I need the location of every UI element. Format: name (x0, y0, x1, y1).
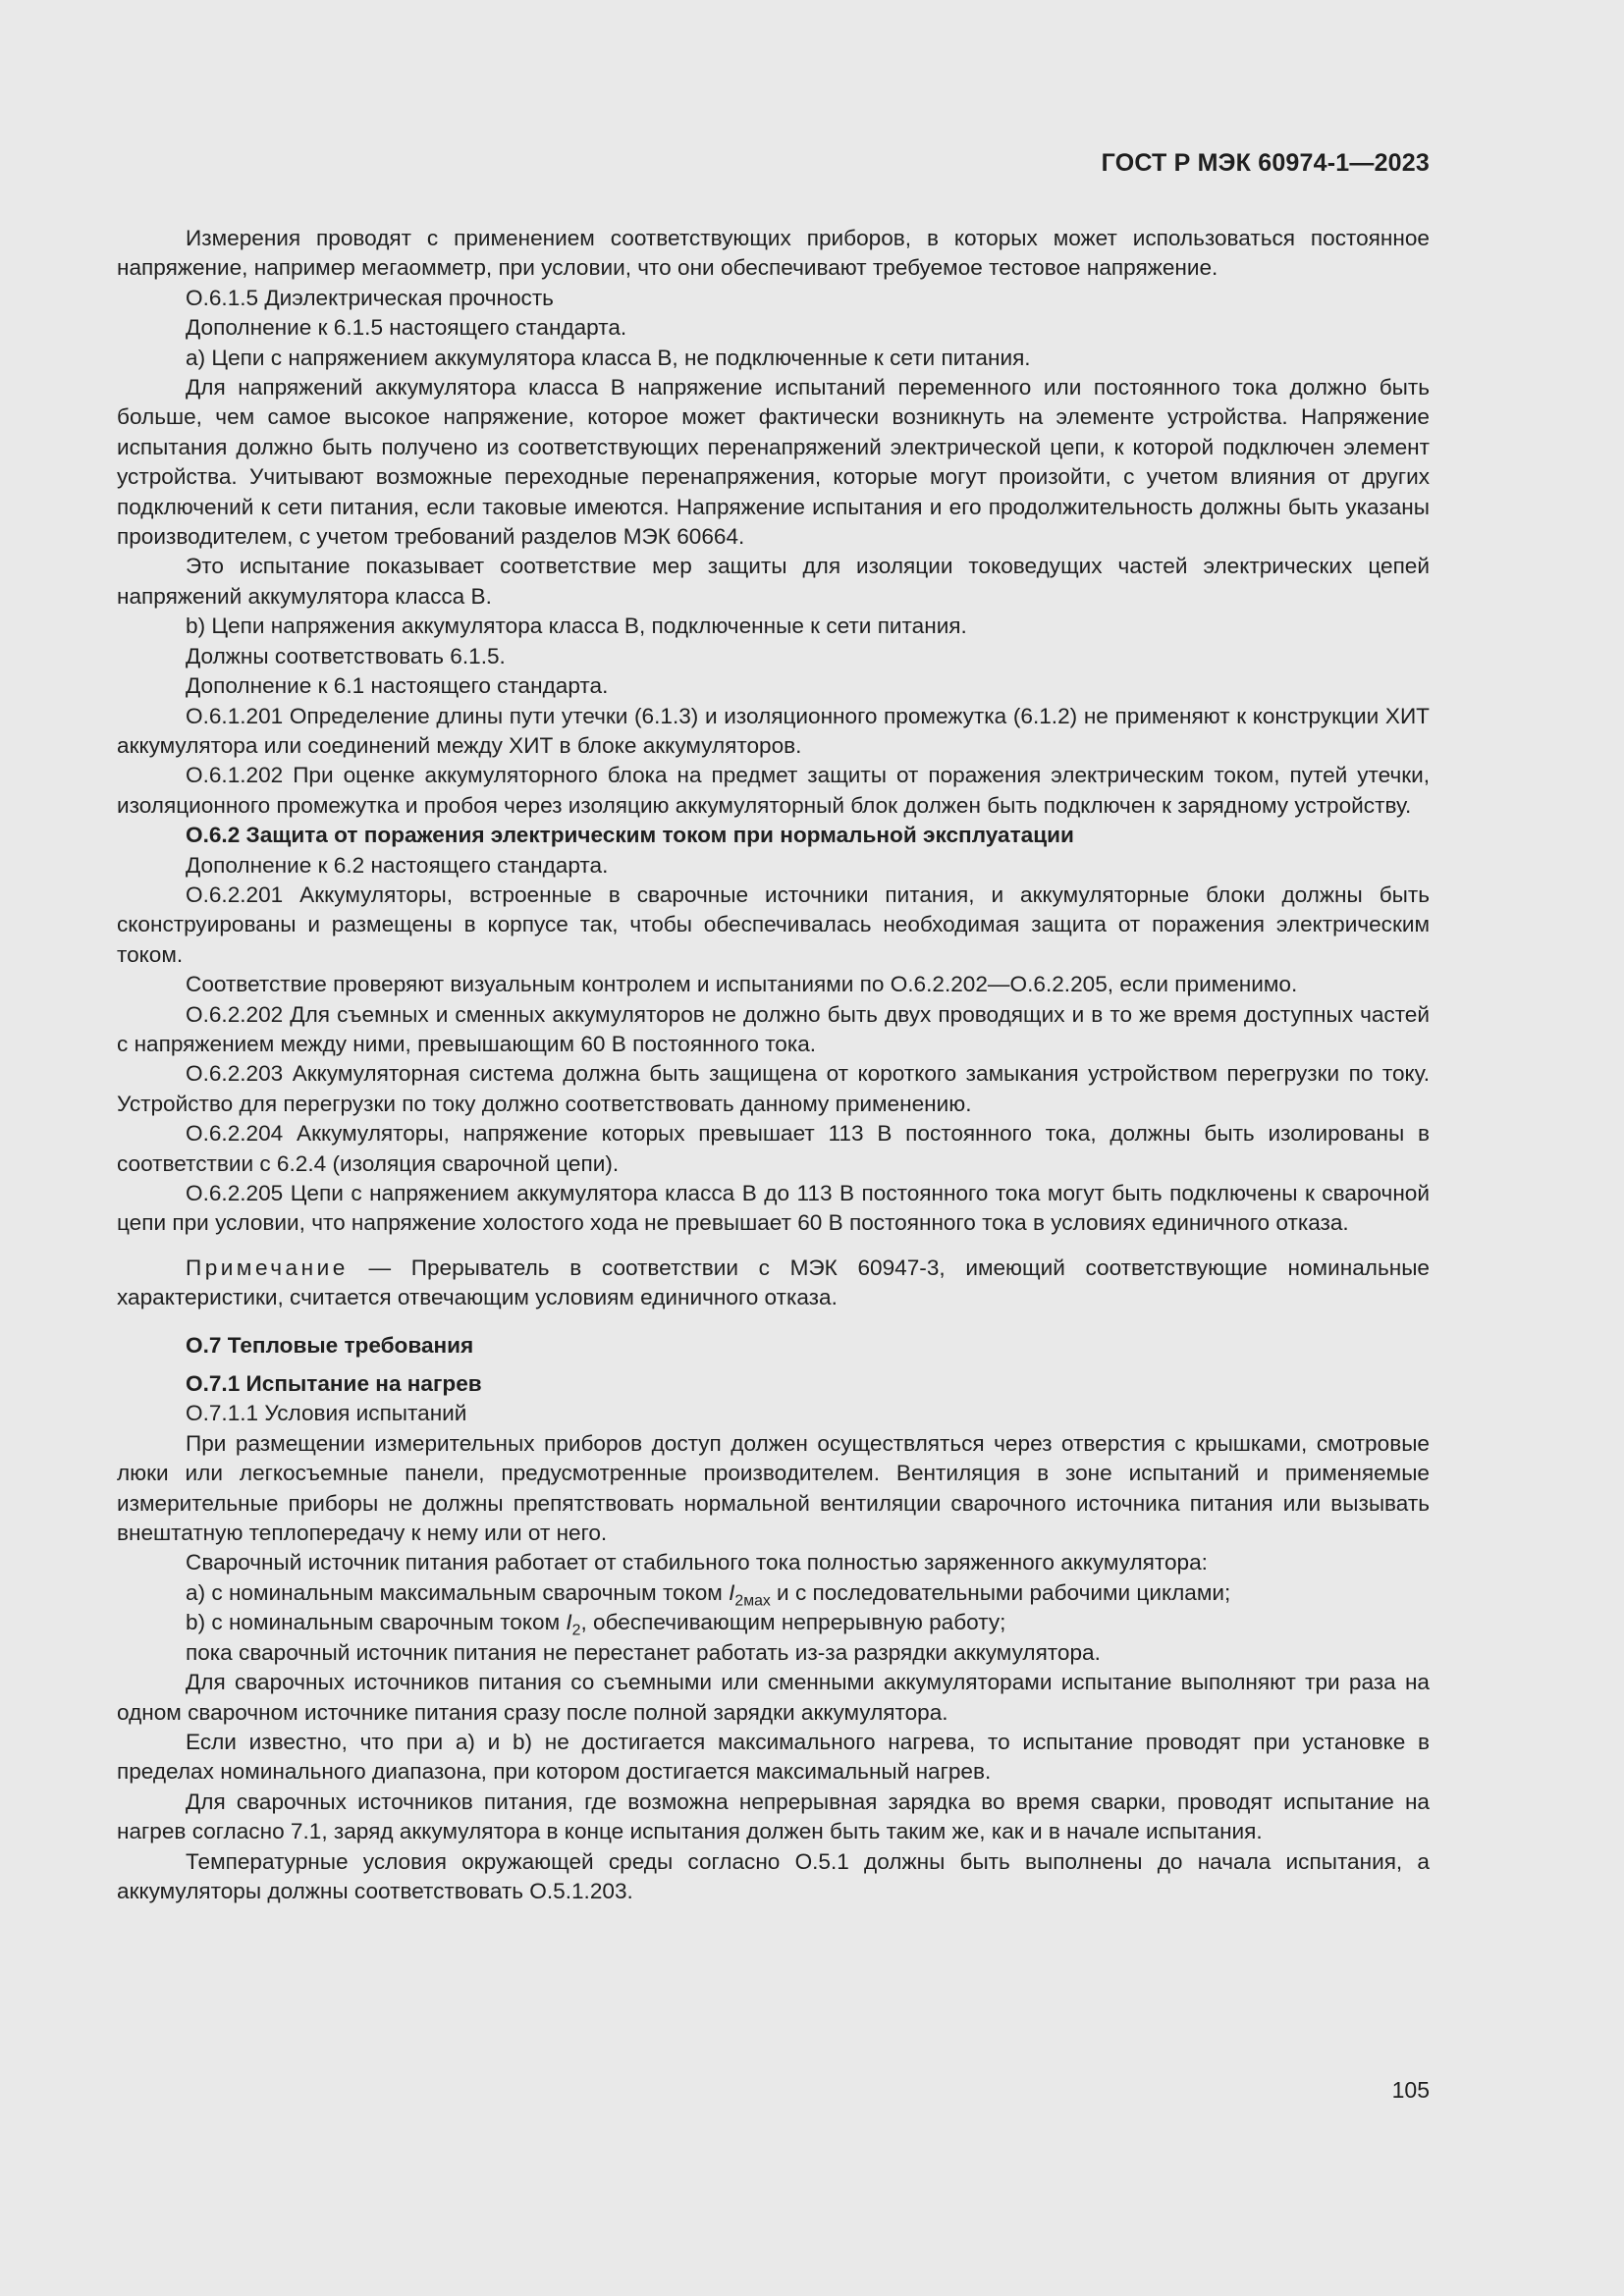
paragraph: О.6.2.204 Аккумуляторы, напряжение которых превышает 113 В постоянного тока, должны быть изолированы в соответствии с 6.2.4 (изоляция сварочной цепи). (117, 1121, 1430, 1176)
text: b) с номинальным сварочным током (186, 1610, 567, 1635)
document-body (117, 224, 1430, 1906)
paragraph: Для сварочных источников питания со съемными или сменными аккумуляторами испытание выполняют три раза на одном сварочном источнике питания сразу после полной зарядки аккумулятора. (117, 1670, 1430, 1725)
paragraph: Это испытание показывает соответствие мер защиты для изоляции токоведущих частей электрических цепей напряжений аккумулятора класса В. (117, 554, 1430, 609)
paragraph: При размещении измерительных приборов доступ должен осуществляться через отверстия с крышками, смотровые люки или легкосъемные панели, предусмотренные производителем. Вентиляция в зоне испытаний и применяемые измерительные приборы не должны препятствовать нормальной вентиляции сварочного источника питания или вызывать внештатную теплопередачу к нему или от него. (117, 1430, 1430, 1546)
section-heading: О.6.2 Защита от поражения электрическим током при нормальной эксплуатации (186, 823, 1074, 848)
current-subscript: 2 (571, 1622, 581, 1639)
section-heading: О.6.1.5 Диэлектрическая прочность (186, 285, 554, 310)
paragraph: Температурные условия окружающей среды согласно О.5.1 должны быть выполнены до начала испытания, а аккумуляторы должны соответствовать О.5.1.203. (117, 1848, 1430, 1903)
current-subscript: 2мах (734, 1592, 771, 1610)
paragraph: О.6.2.202 Для съемных и сменных аккумуляторов не должно быть двух проводящих и в то же время доступных частей с напряжением между ними, превышающим 60 В постоянного тока. (117, 1001, 1430, 1056)
paragraph: Дополнение к 6.1.5 настоящего стандарта. (186, 315, 627, 341)
paragraph: Измерения проводят с применением соответствующих приборов, в которых может использоваться постоянное напряжение, например мегаомметр, при условии, что они обеспечивают требуемое тестовое напряжение. (117, 226, 1430, 281)
list-item: b) Цепи напряжения аккумулятора класса В, подключенные к сети питания. (186, 614, 967, 639)
paragraph: Соответствие проверяют визуальным контролем и испытаниями по О.6.2.202—О.6.2.205, если применимо. (186, 972, 1298, 997)
paragraph: Должны соответствовать 6.1.5. (186, 643, 506, 668)
paragraph: Дополнение к 6.2 настоящего стандарта. (186, 852, 609, 878)
text: , обеспечивающим непрерывную работу; (580, 1610, 1006, 1635)
section-heading: О.7 Тепловые требования (186, 1332, 474, 1358)
note-text: — Прерыватель в соответствии с МЭК 60947-3, имеющий соответствующие номинальные характеристики, считается отвечающим условиям единичного отказа. (117, 1255, 1430, 1310)
note (117, 1254, 1430, 1313)
paragraph: Для сварочных источников питания, где возможна непрерывная зарядка во время сварки, проводят испытание на нагрев согласно 7.1, заряд аккумулятора в конце испытания должен быть таким же, как и в начале испытания. (117, 1789, 1430, 1844)
text: а) с номинальным максимальным сварочным током (186, 1579, 730, 1605)
list-item (117, 1608, 1430, 1637)
paragraph: О.6.2.205 Цепи с напряжением аккумулятора класса В до 113 В постоянного тока могут быть подключены к сварочной цепи при условии, что напряжение холостого хода не превышает 60 В постоянного тока в условиях единичного отказа. (117, 1181, 1430, 1236)
document-header: ГОСТ Р МЭК 60974-1—2023 (1101, 149, 1430, 177)
paragraph: О.6.1.201 Определение длины пути утечки (6.1.3) и изоляционного промежутка (6.1.2) не применяют к конструкции ХИТ аккумулятора или соединений между ХИТ в блоке аккумуляторов. (117, 703, 1430, 758)
note-label: Примечание (186, 1255, 349, 1280)
paragraph: Для напряжений аккумулятора класса В напряжение испытаний переменного или постоянного тока должно быть больше, чем самое высокое напряжение, которое может фактически возникнуть на элементе устройства. Напряжение испытания должно быть получено из соответствующих перенапряжений электрической цепи, к которой подключен элемент устройства. Учитывают возможные переходные перенапряжения, которые могут произойти, с учетом влияния от других подключений к сети питания, если таковые имеются. Напряжение испытания и его продолжительность должны быть указаны производителем, с учетом требований разделов МЭК 60664. (117, 375, 1430, 550)
list-item (117, 1578, 1430, 1608)
text: и с последовательными рабочими циклами; (770, 1579, 1231, 1605)
paragraph: Если известно, что при а) и b) не достигается максимального нагрева, то испытание проводят при установке в пределах номинального диапазона, при котором достигается максимальный нагрев. (117, 1729, 1430, 1785)
section-heading: О.7.1 Испытание на нагрев (186, 1371, 482, 1397)
paragraph: О.6.1.202 При оценке аккумуляторного блока на предмет защиты от поражения электрическим током, путей утечки, изоляционного промежутка и пробоя через изоляцию аккумуляторный блок должен быть подключен к зарядному устройству. (117, 763, 1430, 818)
paragraph: пока сварочный источник питания не перестанет работать из-за разрядки аккумулятора. (186, 1639, 1101, 1665)
current-symbol: I (566, 1610, 572, 1635)
paragraph: О.6.2.201 Аккумуляторы, встроенные в сварочные источники питания, и аккумуляторные блоки должны быть сконструированы и размещены в корпусе так, чтобы обеспечивалась необходимая защита от поражения электрическим током. (117, 881, 1430, 967)
section-heading: О.7.1.1 Условия испытаний (186, 1401, 467, 1426)
paragraph: Дополнение к 6.1 настоящего стандарта. (186, 673, 609, 699)
paragraph: О.6.2.203 Аккумуляторная система должна быть защищена от короткого замыкания устройством перегрузки по току. Устройство для перегрузки по току должно соответствовать данному применению. (117, 1061, 1430, 1116)
page-number: 105 (1391, 2077, 1430, 2103)
paragraph: Сварочный источник питания работает от стабильного тока полностью заряженного аккумулятора: (186, 1550, 1208, 1575)
current-symbol: I (729, 1579, 735, 1605)
list-item: а) Цепи с напряжением аккумулятора класса В, не подключенные к сети питания. (186, 345, 1031, 370)
